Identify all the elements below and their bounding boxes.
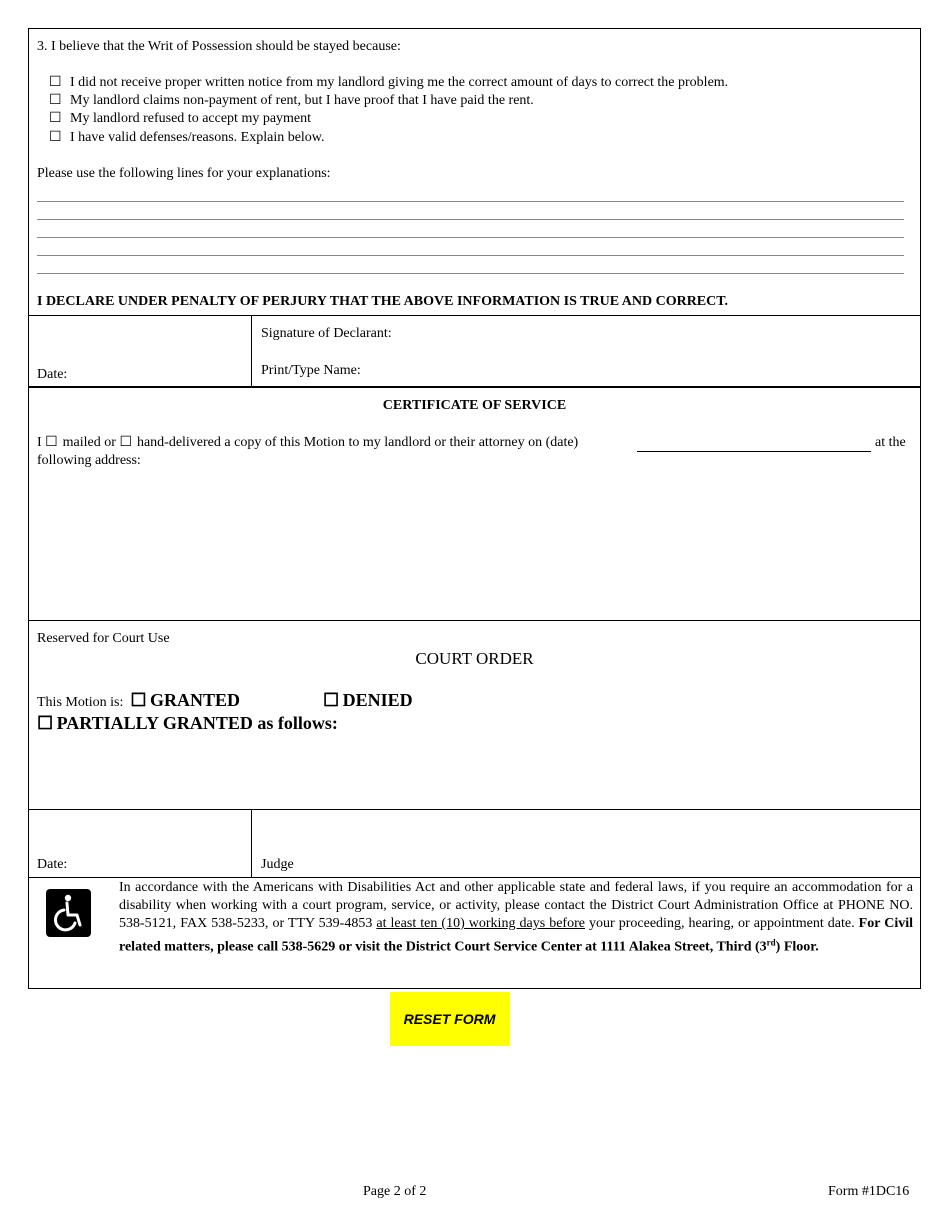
- ada-text-bold: ) Floor.: [775, 939, 819, 955]
- signature-label: Signature of Declarant:: [261, 326, 392, 341]
- granted-label: GRANTED: [150, 690, 241, 710]
- ada-text-part: In accordance with the Americans with Disabilities Act and other applicable state and federal laws, if you require an accommodation for a disability when working with a court program, service, or activity, please contact the District Court Administration Office at PHONE NO. 538-5121, FAX 538-5233, or TTY 539-4853: [119, 880, 913, 931]
- explanation-line[interactable]: [37, 219, 904, 220]
- explanation-line[interactable]: [37, 201, 904, 202]
- at-the-label: at the: [875, 435, 906, 450]
- option-label: I did not receive proper written notice from my landlord giving me the correct amount of days to correct the problem.: [70, 75, 729, 90]
- explanation-line[interactable]: [37, 255, 904, 256]
- reset-form-button[interactable]: RESET FORM: [390, 992, 509, 1046]
- court-order-title: COURT ORDER: [415, 649, 534, 668]
- option-notice[interactable]: [49, 74, 728, 92]
- court-date-label: Date:: [37, 857, 68, 872]
- checkbox-denied[interactable]: ☐: [323, 690, 340, 710]
- option-valid-defenses[interactable]: [49, 129, 325, 147]
- date-label: Date:: [37, 367, 68, 382]
- judge-label: Judge: [261, 857, 294, 872]
- explanation-prompt: Please use the following lines for your explanations:: [37, 166, 331, 181]
- ada-text-sup: rd: [766, 937, 776, 947]
- checkbox-icon[interactable]: ☐: [49, 93, 62, 108]
- divider: [28, 620, 921, 621]
- checkbox-granted[interactable]: ☐: [130, 690, 147, 710]
- checkbox-icon[interactable]: ☐: [49, 75, 62, 90]
- option-label: My landlord refused to accept my payment: [70, 111, 312, 126]
- denied-label: DENIED: [342, 690, 413, 710]
- following-address-label: following address:: [37, 453, 141, 468]
- divider: [251, 315, 252, 387]
- option-label: I have valid defenses/reasons. Explain below.: [70, 130, 325, 145]
- ada-notice: [119, 879, 913, 957]
- motion-is-label: This Motion is:: [37, 695, 124, 710]
- denied-option: [323, 689, 413, 714]
- hand-delivered-label: hand-delivered a copy of this Motion to my landlord or their attorney on (date): [136, 435, 579, 450]
- checkbox-hand-delivered[interactable]: ☐: [119, 435, 132, 450]
- checkbox-partially[interactable]: ☐: [37, 713, 54, 733]
- ada-text-bold: For Civil related matters, please call 538-5629 or visit the District Court Service Center at 1111 Alakea Street, Third (3: [119, 916, 914, 955]
- address-field[interactable]: [37, 474, 913, 614]
- checkbox-icon[interactable]: ☐: [49, 111, 62, 126]
- service-date-field[interactable]: [637, 451, 871, 452]
- ada-text-part: your proceeding, hearing, or appointment date.: [584, 916, 859, 931]
- declaration-statement: I DECLARE UNDER PENALTY OF PERJURY THAT THE ABOVE INFORMATION IS TRUE AND CORRECT.: [37, 294, 729, 309]
- partially-option: [37, 712, 338, 737]
- ada-text-underlined: at least ten (10) working days before: [376, 916, 585, 931]
- certificate-title: CERTIFICATE OF SERVICE: [382, 398, 567, 413]
- divider: [28, 809, 921, 810]
- divider: [28, 386, 921, 388]
- service-i: I: [37, 435, 42, 450]
- section3-heading: 3. I believe that the Writ of Possession should be stayed because:: [37, 39, 401, 54]
- motion-status-line: [37, 689, 240, 714]
- mailed-label: mailed or: [62, 435, 116, 450]
- option-label: My landlord claims non-payment of rent, but I have proof that I have paid the rent.: [70, 93, 534, 108]
- wheelchair-icon: [46, 889, 91, 937]
- explanation-line[interactable]: [37, 237, 904, 238]
- service-line: [37, 434, 578, 452]
- reserved-label: Reserved for Court Use: [37, 631, 170, 646]
- partially-label: PARTIALLY GRANTED as follows:: [56, 713, 338, 733]
- checkbox-icon[interactable]: ☐: [49, 130, 62, 145]
- page-number: Page 2 of 2: [363, 1184, 427, 1199]
- option-refused-payment[interactable]: [49, 110, 311, 128]
- divider: [28, 877, 921, 878]
- print-name-label: Print/Type Name:: [261, 363, 361, 378]
- explanation-line[interactable]: [37, 273, 904, 274]
- checkbox-mailed[interactable]: ☐: [45, 435, 58, 450]
- divider: [28, 315, 921, 316]
- option-proof-of-payment[interactable]: [49, 92, 534, 110]
- form-number: Form #1DC16: [828, 1184, 910, 1199]
- divider: [251, 809, 252, 877]
